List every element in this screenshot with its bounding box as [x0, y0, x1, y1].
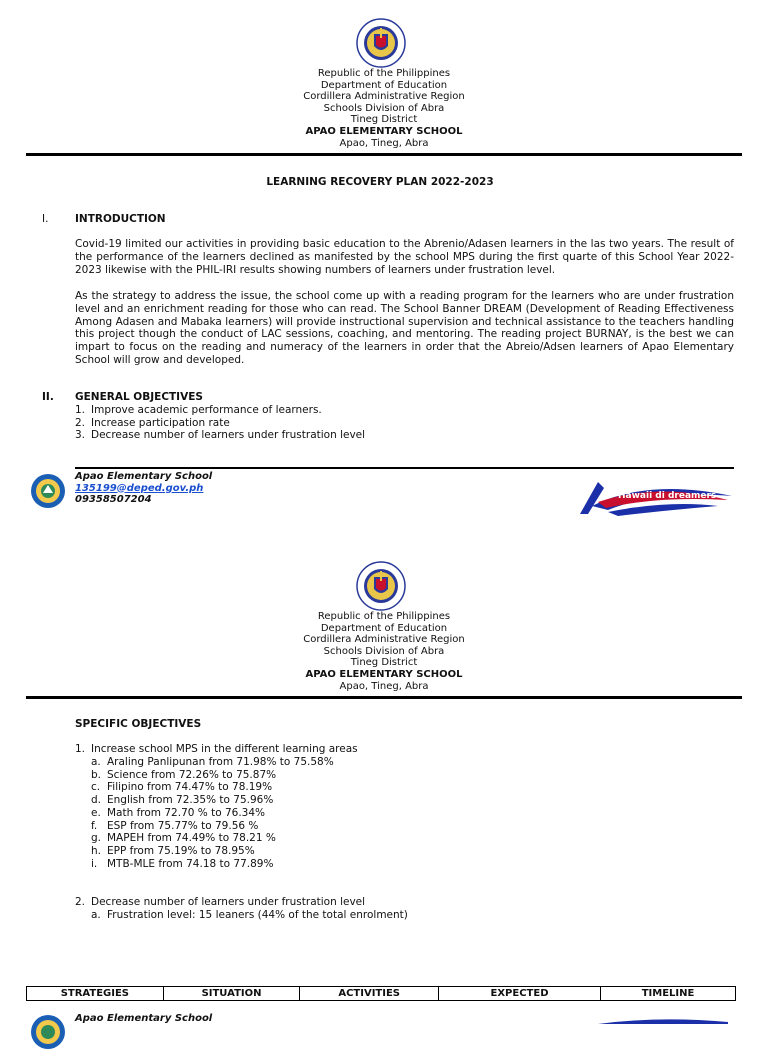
table-header: STRATEGIES: [27, 987, 164, 1001]
header-line: Department of Education: [320, 79, 448, 91]
list-item: h. EPP from 75.19% to 78.95%: [91, 844, 255, 857]
school-logo-icon: [30, 1014, 66, 1050]
banner-logo-icon: [578, 1016, 734, 1024]
deped-seal-icon: [356, 561, 406, 611]
list-item: a. Frustration level: 15 leaners (44% of the total enrolment): [91, 909, 408, 921]
list-item: f. ESP from 75.77% to 79.56 %: [91, 819, 259, 832]
footer-email-link[interactable]: 135199@deped.gov.ph: [75, 482, 204, 494]
header-line: Cordillera Administrative Region: [303, 91, 465, 103]
footer-school-name: Apao Elementary School: [75, 1013, 213, 1024]
header-line: Republic of the Philippines: [317, 68, 451, 79]
section-number: II.: [42, 391, 54, 403]
list-item: d. English from 72.35% to 75.96%: [91, 794, 274, 807]
header-line: Tineg District: [350, 657, 418, 669]
header-divider: [26, 696, 742, 699]
header-line: Republic of the Philippines: [317, 611, 451, 622]
list-item: 3. Decrease number of learners under frustration level: [75, 429, 366, 442]
header-line: Schools Division of Abra: [323, 645, 445, 657]
header-divider: [26, 153, 742, 156]
school-name: APAO ELEMENTARY SCHOOL: [305, 668, 463, 680]
page-title: LEARNING RECOVERY PLAN 2022-2023: [266, 176, 494, 188]
objectives-table: [26, 986, 736, 1001]
mps-targets-list: [91, 756, 334, 870]
table-header: ACTIVITIES: [300, 987, 439, 1001]
list-item: c. Filipino from 74.47% to 78.19%: [91, 781, 273, 794]
school-logo-icon: [30, 473, 66, 509]
letterhead: [0, 68, 768, 149]
intro-paragraph-1: Covid-19 limited our activities in providing basic education to the Abrenio/Adasen learners in the las two years. The result of the performance of the learners declined as manifested by the school MPS during the first quarte of this School Year 2022-2023 likewise with the PHIL-IRI results showing numbers of learners under frustration level.: [75, 238, 734, 276]
header-line: Department of Education: [320, 622, 448, 634]
footer-contact: [75, 471, 212, 506]
section-number: I.: [42, 213, 49, 225]
header-line: Cordillera Administrative Region: [303, 634, 465, 646]
letterhead: [0, 611, 768, 692]
intro-paragraph-2: As the strategy to address the issue, the school come up with a reading program for the learners who are under frustration level and an enrichment reading for those who can read. The School Banner DREAM (Development of Reading Effectiveness Among Adasen and Mabaka learners) will provide instructional supervision and technical assistance to the teachers handling this project though the conduct of LAC sessions, coaching, and mentoring. The reading project BURNAY, is the best we can impart to focus on the reading and numeracy of the learners in order that the Abreio/Adsen learners of Apao Elementary School will grow and developed.: [75, 290, 734, 366]
list-item: 2. Increase participation rate: [75, 416, 230, 429]
section-heading-general-objectives: GENERAL OBJECTIVES: [75, 391, 203, 403]
general-objectives-list: [75, 404, 365, 442]
table-header: TIMELINE: [601, 987, 736, 1001]
school-address: Apao, Tineg, Abra: [339, 680, 429, 692]
banner-logo-icon: [578, 476, 734, 518]
list-item: a. Araling Panlipunan from 71.98% to 75.58%: [91, 756, 334, 768]
section-heading-specific-objectives: SPECIFIC OBJECTIVES: [75, 718, 202, 730]
header-line: Schools Division of Abra: [323, 102, 445, 114]
footer-school-name: Apao Elementary School: [75, 471, 213, 482]
deped-seal-icon: [356, 18, 406, 68]
header-line: Tineg District: [350, 114, 418, 126]
school-address: Apao, Tineg, Abra: [339, 137, 429, 149]
footer-contact: [75, 1013, 212, 1025]
table-header: SITUATION: [163, 987, 300, 1001]
frustration-list: [91, 909, 408, 922]
list-item: 1. Improve academic performance of learners.: [75, 404, 322, 416]
list-item: g. MAPEH from 74.49% to 78.21 %: [91, 832, 276, 845]
footer-divider: [75, 467, 734, 469]
footer-phone: 09358507204: [75, 494, 152, 505]
table-header: EXPECTED: [438, 987, 600, 1001]
list-item: i. MTB-MLE from 74.18 to 77.89%: [91, 857, 274, 870]
list-item: e. Math from 72.70 % to 76.34%: [91, 806, 266, 819]
section-heading-introduction: INTRODUCTION: [75, 213, 166, 225]
school-name: APAO ELEMENTARY SCHOOL: [305, 125, 463, 137]
specific-objective-item: 2. Decrease number of learners under frustration level: [75, 896, 366, 908]
specific-objective-item: 1. Increase school MPS in the different learning areas: [75, 743, 358, 755]
svg-text:Hawaii di dreamers: Hawaii di dreamers: [618, 491, 717, 501]
list-item: b. Science from 72.26% to 75.87%: [91, 768, 277, 781]
